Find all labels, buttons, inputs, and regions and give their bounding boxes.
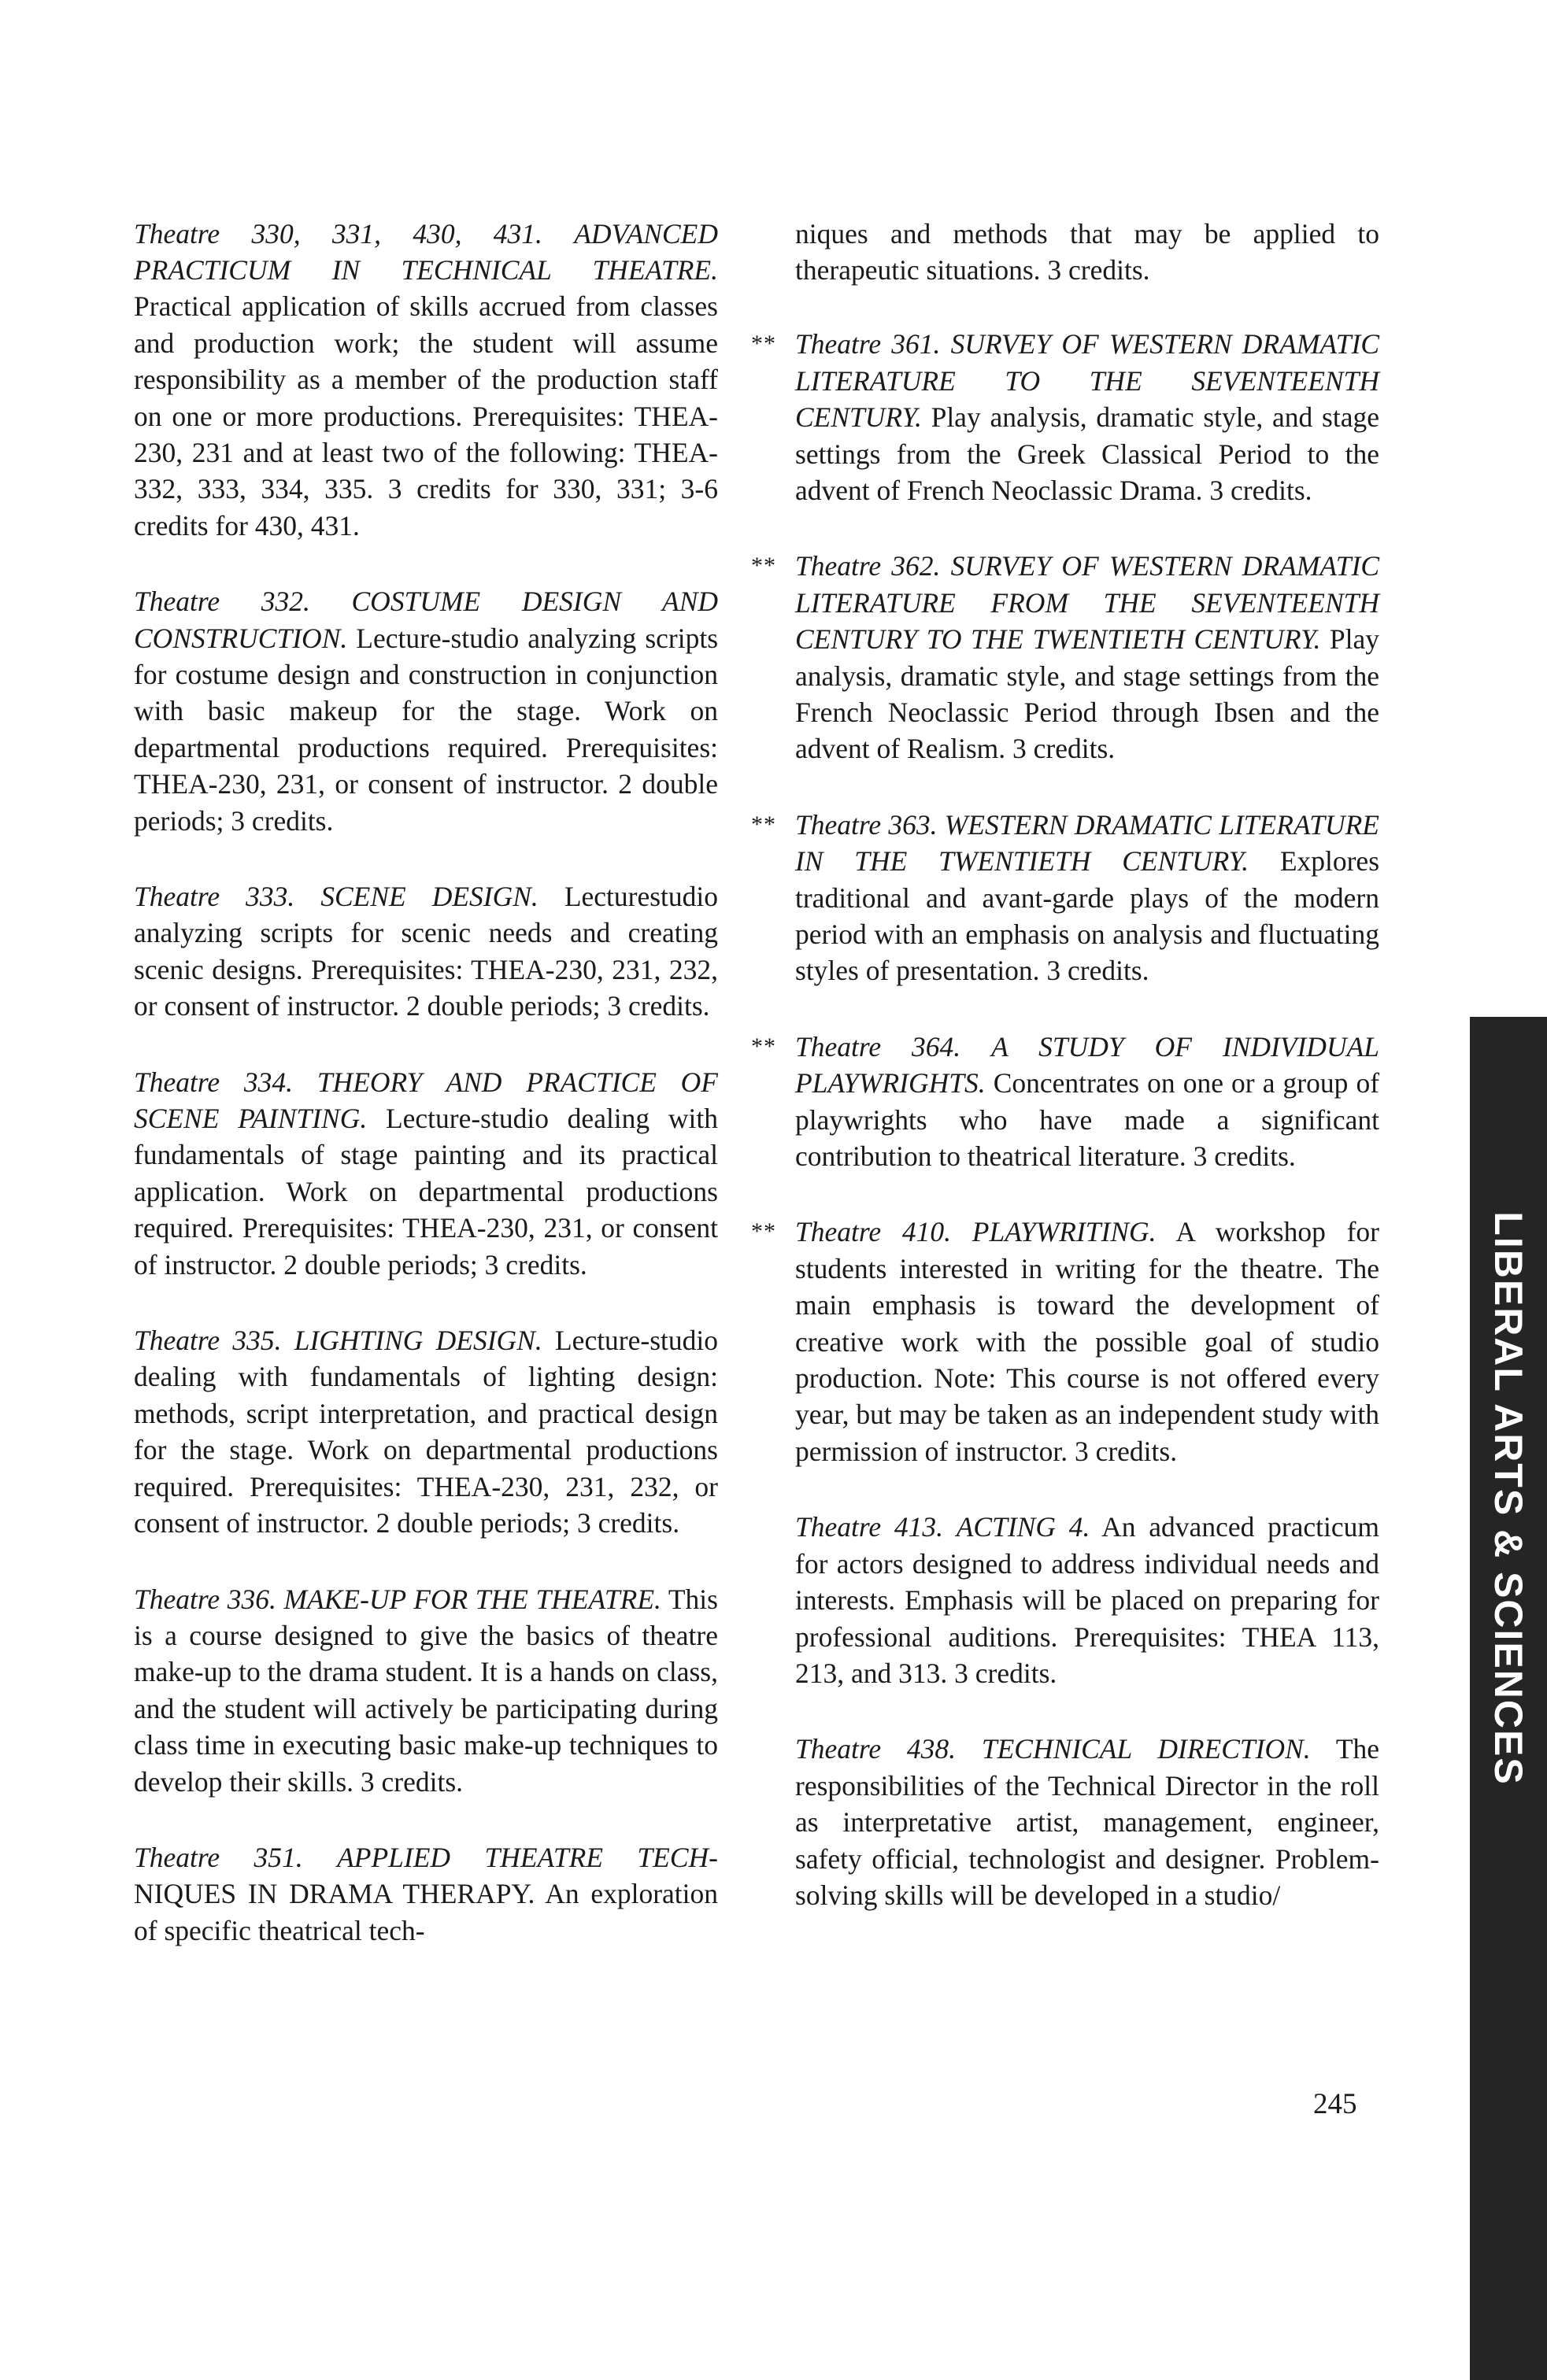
course-description: Play analysis, dramatic style, and stage settings from the Greek Classical Period to the advent of French Neoclassic Drama. 3 credits. [795,401,1379,506]
course-description: Explores traditional and avant-garde plays of the modern period with an emphasis on analysis and fluctuating styles of presentation. 3 credits. [795,845,1380,987]
course-entry-410 [751,1214,1379,1469]
course-entry-336 [134,1581,718,1800]
course-title: THEORY AND PRACTICE OF SCENE PAINTING. [134,1066,718,1135]
double-asterisk-marker: ** [751,331,776,357]
course-code: Theatre 332. [134,586,310,618]
course-entry-351-continuation [795,216,1379,289]
course-entry-351 [134,1839,718,1949]
course-code: Theatre 438. [795,1733,957,1765]
course-code: Theatre 336. [134,1583,276,1615]
course-description: The responsibilities of the Technical Director in the roll as interpretative artist, management, engineer, safety official, technologist and designer. Problem-solving skills will be developed in a studio/ [795,1733,1380,1911]
double-asterisk-marker: ** [751,811,776,837]
course-entry-438 [795,1731,1379,1913]
course-description: Play analysis, dramatic style, and stage settings from the French Neoclassic Period through Ibsen and the advent of Realism. 3 credits. [795,623,1379,765]
course-code: Theatre 413. [795,1511,943,1543]
course-entry-361 [751,326,1379,508]
course-entry-330 [134,216,718,545]
double-asterisk-marker: ** [751,1033,776,1059]
course-code: Theatre 362. [795,550,941,582]
double-asterisk-marker: ** [751,552,776,579]
side-tab-label: LIBERAL ARTS & SCIENCES [1486,1211,1530,1786]
course-code: Theatre 363. [795,808,938,841]
course-description: Lecture-studio analyzing scripts for costume design and construction in conjunction with basic makeup for the stage. Work on departmental productions required. Prerequisites: THEA-230, 231, or consent of instructor. 2 double periods; 3 credits. [134,622,719,837]
course-title: A STUDY OF INDIVIDUAL PLAYWRIGHTS. [795,1030,1380,1099]
course-title: PLAYWRITING. [972,1216,1157,1248]
course-description: A workshop for students interested in writing for the theatre. The main emphasis is toward the development of creative work with the possible goal of studio production. Note: This course is not offered every year, but may be taken as an independent study with permission of instructor. 3 credits. [795,1216,1379,1467]
course-title: SURVEY OF WESTERN DRAMATIC LITERATURE FROM THE SEVENTEENTH CENTURY TO THE TWENTIETH CENTURY. [795,550,1379,656]
course-description: An advanced practicum for actors designed to address individual needs and interests. Emphasis will be placed on preparing for professional auditions. Prerequisites: THEA 113, 213, and 313. 3 credits. [795,1511,1380,1689]
course-code: Theatre 335. [134,1325,282,1357]
course-description: Lecture-studio dealing with fundamentals of lighting design: methods, script interpretation, and practical design for the stage. Work on departmental productions required. Prerequisites: THEA-230, 231, 232, or consent of instructor. 2 double periods; 3 credits. [134,1325,719,1539]
course-title: COSTUME DESIGN AND CONSTRUCTION. [134,586,719,654]
course-entry-332 [134,583,718,839]
course-title: ACTING 4. [956,1511,1090,1543]
course-code: Theatre 410. [795,1216,952,1248]
course-code: Theatre 333. [134,881,295,912]
course-entry-364 [751,1029,1380,1175]
left-column [134,187,718,1949]
course-title: MAKE-UP FOR THE THEATRE. [283,1583,661,1615]
course-title: WESTERN DRAMATIC LITERATURE IN THE TWENTIETH CENTURY. [795,808,1379,878]
course-title: ADVANCED PRACTICUM IN TECHNICAL THEATRE. [134,217,718,286]
continued-description: niques and methods that may be applied to therapeutic situations. 3 credits. [795,217,1379,286]
course-description: NIQUES IN DRAMA THERAPY. An exploration of specific theatrical tech- [134,1878,718,1946]
course-code: Theatre 351. [134,1841,303,1873]
course-entry-363 [751,807,1380,989]
course-code: Theatre 330, 331, 430, 431. [134,217,542,249]
course-code: Theatre 334. [134,1066,294,1098]
course-title: TECHNICAL DIRECTION. [981,1733,1311,1765]
double-asterisk-marker: ** [751,1218,776,1245]
course-title: APPLIED THEATRE TECH- [337,1841,718,1873]
course-description: Lecture-studio dealing with fundamentals of stage painting and its practical application. Work on departmental productions required. Prerequisites: THEA-230, 231, or consent of instructor. 2 double periods; 3 credits. [134,1103,719,1281]
course-title: SCENE DESIGN. [320,881,538,912]
page-number: 245 [1313,2088,1357,2120]
course-title: LIGHTING DESIGN. [294,1325,542,1357]
course-description: Practical application of skills accrued from classes and production work; the student will assume responsibility as a member of the production staff on one or more productions. Prerequisites: THEA-230, 231 and at least two of the following: THEA-332, 333, 334, 335. 3 credits for 330, 331; 3-6 credits for 430, 431. [134,290,718,541]
course-description: Concentrates on one or a group of playwrights who have made a significant contribution to theatrical literature. 3 credits. [795,1067,1380,1173]
course-entry-333 [134,878,718,1025]
course-entry-335 [134,1322,718,1541]
course-entry-362 [751,548,1379,767]
side-tab [1470,1017,1547,2380]
course-code: Theatre 364. [795,1030,961,1062]
course-entry-334 [134,1064,718,1283]
course-entry-413 [795,1509,1379,1691]
course-description: Lecturestudio analyzing scripts for scenic needs and creating scenic designs. Prerequisites: THEA-230, 231, 232, or consent of instructor. 2 double periods; 3 credits. [134,881,718,1022]
course-code: Theatre 361. [795,328,941,360]
course-title: SURVEY OF WESTERN DRAMATIC LITERATURE TO THE SEVENTEENTH CENTURY. [795,328,1379,434]
right-column [751,187,1380,1953]
course-description: This is a course designed to give the basics of theatre make-up to the drama student. It is a hands on class, and the student will actively be participating during class time in executing basic make-up techniques to develop their skills. 3 credits. [134,1583,718,1798]
